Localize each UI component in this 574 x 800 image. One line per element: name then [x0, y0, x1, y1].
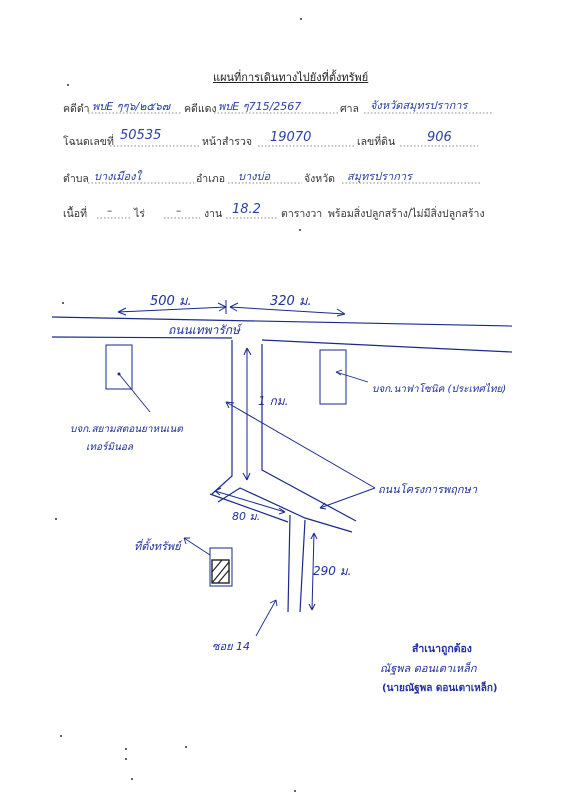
land-no-value: 906 — [427, 130, 452, 145]
red-case-value: พบE ๆ715/2567 — [218, 100, 302, 113]
scan-dot — [125, 758, 127, 760]
certified-stamp: สำเนาถูกต้อง — [412, 643, 472, 655]
court-value: จังหวัดสมุทรปราการ — [370, 99, 468, 112]
property-label: ที่ตั้งทรัพย์ — [134, 540, 181, 553]
building-note: พร้อมสิ่งปลูกสร้าง/ไม่มีสิ่งปลูกสร้าง — [328, 208, 485, 220]
district-value: บางบ่อ — [238, 170, 271, 183]
subdistrict-label: ตำบล — [63, 173, 89, 185]
scan-dot — [294, 790, 296, 792]
province-value: สมุทรปราการ — [347, 170, 412, 183]
court-label: ศาล — [340, 103, 359, 115]
red-case-label: คดีแดง — [184, 103, 217, 115]
survey-value: 19070 — [270, 130, 312, 145]
soi-label: ซอย 14 — [212, 640, 251, 653]
district-label: อำเภอ — [196, 173, 226, 185]
one-km-label: 1 กม. — [258, 394, 289, 408]
black-case-value: พบE ๆๆ๖/๒๕๖๗ — [92, 100, 171, 113]
scan-dot — [185, 746, 187, 748]
survey-label: หน้าสำรวจ — [202, 136, 252, 148]
project-road-label: ถนนโครงการพฤกษา — [378, 483, 477, 496]
eighty-m-label: 80 ม. — [232, 510, 261, 523]
rai-value: – — [107, 205, 113, 217]
ngan-value: – — [176, 205, 182, 217]
black-case-label: คดีดำ — [63, 103, 90, 115]
deed-label: โฉนดเลขที่ — [63, 136, 114, 148]
dist-left-label: 500 ม. — [150, 294, 192, 309]
area-label: เนื้อที่ — [63, 208, 87, 220]
certifier-name: (นายณัฐพล ดอนเตาเหล็ก) — [382, 683, 498, 694]
left-building-label: บจก.สยามสตอนยาหนเนต — [70, 424, 183, 435]
scan-dot — [55, 518, 57, 520]
right-building — [320, 350, 368, 404]
right-building-label: บจก.นาฟาโซนิค (ประเทศไทย) — [372, 384, 507, 395]
scan-dot — [131, 778, 133, 780]
left-building-label-2: เทอร์มินอล — [86, 442, 133, 453]
field-underlines — [88, 113, 492, 218]
scan-dot — [299, 229, 301, 231]
main-road — [52, 317, 512, 352]
signature: ณัฐพล ดอนเตาเหล็ก — [380, 662, 477, 675]
ngan-label: งาน — [204, 208, 223, 220]
property-marker — [184, 538, 232, 586]
scan-dot — [125, 748, 127, 750]
wa-value: 18.2 — [232, 202, 261, 217]
leader-lines — [226, 402, 375, 509]
road-name-label: ถนนเทพารักษ์ — [168, 323, 240, 337]
province-label: จังหวัด — [304, 173, 335, 185]
deed-value: 50535 — [120, 128, 162, 143]
page-title: แผนที่การเดินทางไปยังที่ตั้งทรัพย์ — [213, 71, 369, 84]
soi-pointer — [256, 600, 277, 636]
land-no-label: เลขที่ดิน — [357, 136, 396, 148]
wa-label: ตารางวา — [281, 208, 323, 220]
two-ninety-label: 290 ม. — [313, 564, 352, 578]
dist-right-label: 320 ม. — [270, 294, 312, 309]
rai-label: ไร่ — [134, 208, 145, 220]
scan-dot — [62, 302, 64, 304]
subdistrict-value: บางเมืองใ — [94, 170, 141, 183]
left-building — [106, 345, 150, 412]
scan-dot — [300, 18, 302, 20]
scan-dot — [67, 84, 69, 86]
scan-dot — [60, 735, 62, 737]
